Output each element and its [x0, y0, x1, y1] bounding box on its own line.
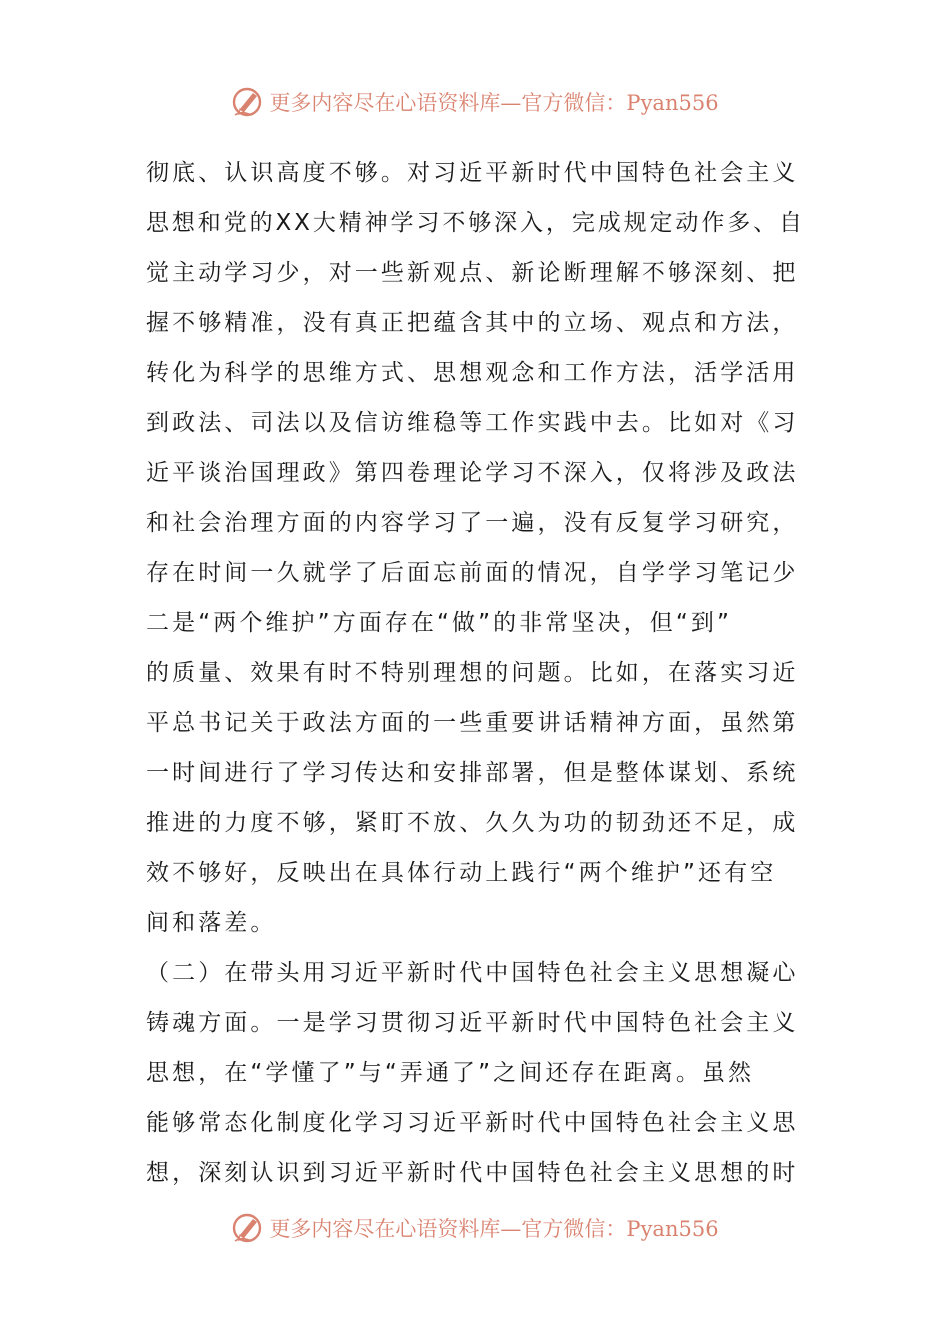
body-line: 转化为科学的思维方式、思想观念和工作方法，活学活用: [146, 360, 799, 386]
pen-logo-icon: [231, 85, 265, 119]
body-line: 和社会治理方面的内容学习了一遍，没有反复学习研究，: [146, 510, 799, 536]
body-line: 想，深刻认识到习近平新时代中国特色社会主义思想的时: [146, 1160, 799, 1186]
footer-banner-text: 更多内容尽在心语资料库—官方微信：Pyan556: [269, 1217, 719, 1241]
body-line: 思想和党的XX大精神学习不够深入，完成规定动作多、自: [146, 210, 805, 236]
header-banner-inner: [231, 85, 718, 119]
header-banner-text: 更多内容尽在心语资料库—官方微信：Pyan556: [269, 91, 719, 115]
body-line: 思想，在“学懂了”与“弄通了”之间还存在距离。虽然: [146, 1060, 755, 1086]
body-line: 能够常态化制度化学习习近平新时代中国特色社会主义思: [146, 1110, 799, 1136]
body-line: 二是“两个维护”方面存在“做”的非常坚决，但“到”: [146, 610, 732, 636]
body-line: 效不够好，反映出在具体行动上践行“两个维护”还有空: [146, 860, 777, 886]
header-banner: [0, 82, 950, 122]
body-line: 彻底、认识高度不够。对习近平新时代中国特色社会主义: [146, 160, 799, 186]
pen-logo-icon: [231, 1211, 265, 1245]
footer-banner: [0, 1208, 950, 1248]
body-line: 存在时间一久就学了后面忘前面的情况，自学学习笔记少: [146, 560, 799, 586]
body-line: 间和落差。: [146, 910, 277, 936]
footer-banner-inner: [231, 1211, 718, 1245]
body-line: 近平谈治国理政》第四卷理论学习不深入，仅将涉及政法: [146, 460, 799, 486]
body-line: 一时间进行了学习传达和安排部署，但是整体谋划、系统: [146, 760, 799, 786]
body-line: 的质量、效果有时不特别理想的问题。比如，在落实习近: [146, 660, 799, 686]
body-line: 推进的力度不够，紧盯不放、久久为功的韧劲还不足，成: [146, 810, 799, 836]
body-line: 握不够精准，没有真正把蕴含其中的立场、观点和方法，: [146, 310, 799, 336]
body-line: 平总书记关于政法方面的一些重要讲话精神方面，虽然第: [146, 710, 799, 736]
section-heading-line: （二）在带头用习近平新时代中国特色社会主义思想凝心: [146, 960, 799, 986]
document-body: [146, 148, 806, 1198]
body-line: 觉主动学习少，对一些新观点、新论断理解不够深刻、把: [146, 260, 799, 286]
body-line: 到政法、司法以及信访维稳等工作实践中去。比如对《习: [146, 410, 799, 436]
body-line: 铸魂方面。一是学习贯彻习近平新时代中国特色社会主义: [146, 1010, 799, 1036]
